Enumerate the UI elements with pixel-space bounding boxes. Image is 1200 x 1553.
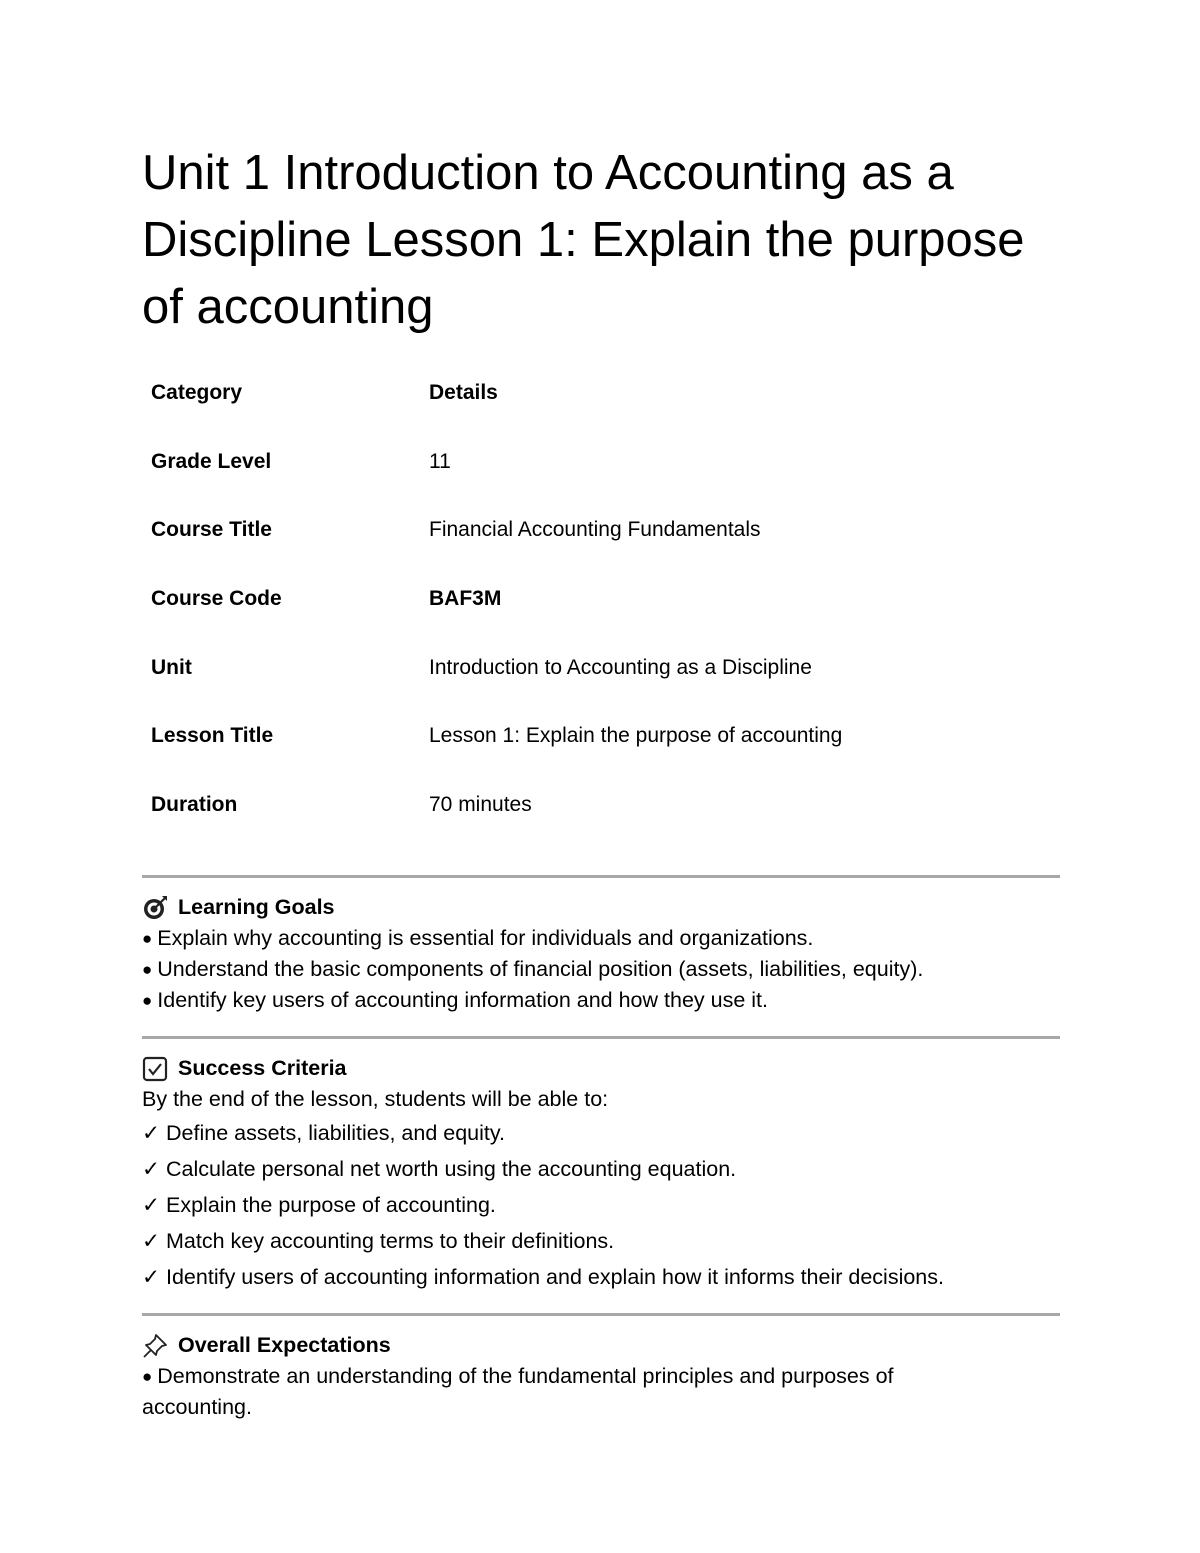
table-row (142, 633, 1060, 702)
row-details: 11 (429, 449, 451, 473)
overall-expectations-heading (142, 1330, 1060, 1361)
lesson-details-table (142, 359, 1060, 839)
check-glyph: ✓ (142, 1121, 161, 1146)
overall-expectations-title: Overall Expectations (178, 1333, 391, 1358)
goal-text: Identify key users of accounting information and how they use it. (157, 988, 768, 1013)
list-item (142, 1151, 1060, 1187)
section-divider (142, 1313, 1060, 1316)
row-details: Financial Accounting Fundamentals (429, 518, 761, 542)
row-category: Course Code (151, 587, 282, 611)
success-criteria-intro: By the end of the lesson, students will be able to: (142, 1087, 609, 1112)
row-category: Grade Level (151, 449, 272, 473)
table-row (142, 702, 1060, 771)
expectation-text-continued: accounting. (142, 1395, 252, 1420)
criteria-text: Explain the purpose of accounting. (166, 1193, 496, 1218)
target-icon (142, 895, 168, 921)
list-item (142, 985, 1060, 1016)
check-glyph: ✓ (142, 1229, 161, 1254)
row-category: Lesson Title (151, 724, 274, 748)
page-title: Unit 1 Introduction to Accounting as a Discipline Lesson 1: Explain the purpose of accounting (142, 146, 1025, 334)
section-divider (142, 1036, 1060, 1039)
pushpin-icon (142, 1333, 168, 1359)
success-criteria-heading (142, 1053, 1060, 1084)
checkbox-icon (142, 1056, 168, 1082)
list-item (142, 1187, 1060, 1223)
section-divider (142, 875, 1060, 878)
header-category: Category (151, 381, 243, 405)
list-item (142, 1259, 1060, 1295)
header-details: Details (429, 381, 498, 405)
row-details: BAF3M (429, 587, 502, 611)
row-category: Course Title (151, 518, 272, 542)
row-details: Lesson 1: Explain the purpose of accounting (429, 724, 843, 748)
list-item (142, 923, 1060, 954)
table-row (142, 565, 1060, 634)
overall-expectations-section (142, 1330, 1060, 1423)
list-item (142, 1361, 1060, 1392)
row-details: Introduction to Accounting as a Discipline (429, 655, 812, 679)
criteria-text: Calculate personal net worth using the accounting equation. (166, 1157, 737, 1182)
row-details: 70 minutes (429, 792, 532, 816)
table-row (142, 496, 1060, 565)
row-category: Unit (151, 655, 192, 679)
success-criteria-title: Success Criteria (178, 1056, 347, 1081)
document-page (142, 140, 1060, 1423)
check-glyph: ✓ (142, 1193, 161, 1218)
bullet-glyph: ● (142, 960, 153, 980)
bullet-glyph: ● (142, 1367, 153, 1387)
criteria-text: Identify users of accounting information and explain how it informs their decisions. (166, 1265, 944, 1290)
learning-goals-title: Learning Goals (178, 895, 335, 920)
bullet-glyph: ● (142, 929, 153, 949)
check-glyph: ✓ (142, 1265, 161, 1290)
list-item (142, 954, 1060, 985)
table-header-row (142, 359, 1060, 428)
check-glyph: ✓ (142, 1157, 161, 1182)
criteria-text: Match key accounting terms to their definitions. (166, 1229, 615, 1254)
expectation-text: Demonstrate an understanding of the fundamental principles and purposes of (157, 1364, 894, 1389)
success-criteria-section (142, 1053, 1060, 1295)
list-item (142, 1223, 1060, 1259)
learning-goals-section (142, 892, 1060, 1016)
row-category: Duration (151, 792, 238, 816)
criteria-text: Define assets, liabilities, and equity. (166, 1121, 506, 1146)
table-row (142, 428, 1060, 497)
goal-text: Understand the basic components of financial position (assets, liabilities, equity). (157, 957, 924, 982)
learning-goals-heading (142, 892, 1060, 923)
list-item (142, 1115, 1060, 1151)
table-row (142, 771, 1060, 840)
bullet-glyph: ● (142, 991, 153, 1011)
goal-text: Explain why accounting is essential for individuals and organizations. (157, 926, 814, 951)
